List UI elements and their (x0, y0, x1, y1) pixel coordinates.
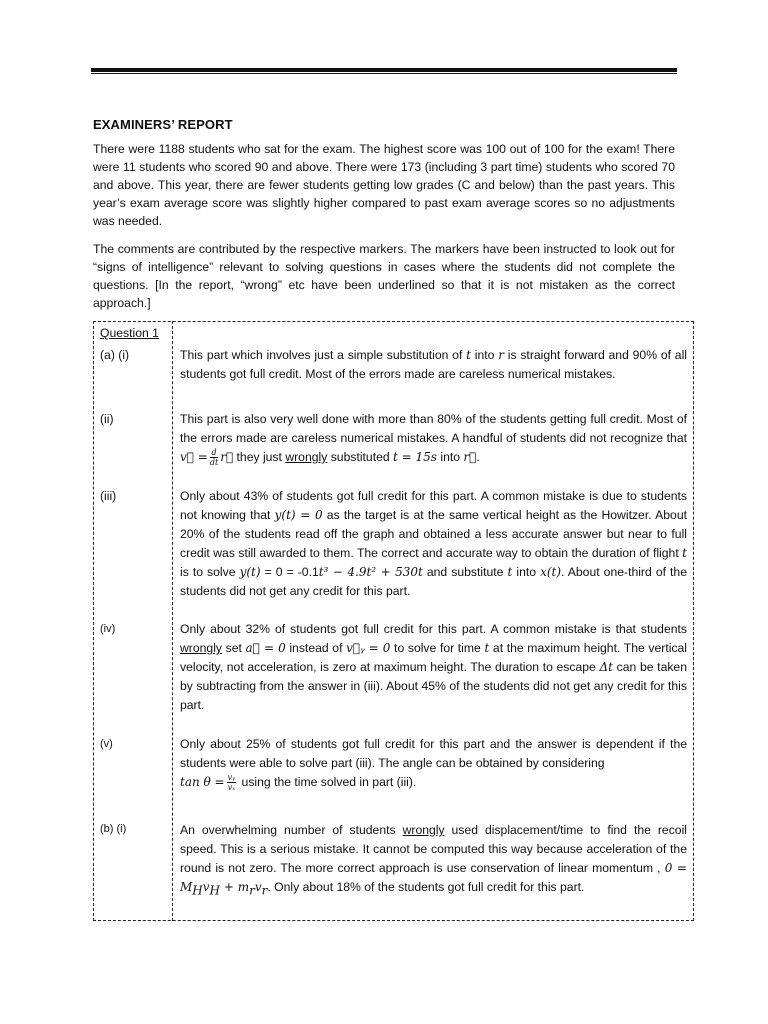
intro-paragraph: There were 1188 students who sat for the exam. The highest score was 100 out of 100 for the exam! There were 11 students who scored 90 and above. There were 173 (including 3 part time) students who scored 70 and above. This year, there are fewer students getting low grades (C and below) than the past years. This year’s exam average score was slightly higher compared to past exam average scores so no adjustments was needed. (93, 142, 675, 228)
row-label-b-i: (b) (i) (100, 823, 127, 835)
row-comment-a-i: This part which involves just a simple substitution of t into r is straight forward and 90% of all students got full credit. Most of the errors made are careless numerical mistakes. (180, 348, 687, 381)
header-rule (91, 68, 677, 72)
velocity-fraction: $\frac{\text{vᵧ}}{\text{vₓ}}$ (227, 773, 236, 793)
row-label-a-iv: (iv) (100, 623, 116, 635)
question-title: Question 1 (100, 326, 159, 340)
header-rule-thin (91, 73, 677, 74)
row-comment-a-v: Only about 25% of students got full credit for this part and the answer is dependent if the students were able to solve part (iii). The angle can be obtained by considering tan θ = $\frac{\text{vᵧ}}{\text{vₓ}}$ using the time solved in part (iii). (180, 737, 687, 793)
row-comment-b-i: An overwhelming number of students wrongly used displacement/time to find the recoil speed. This is a serious mistake. It cannot be computed this way because acceleration of the round is not zero. The more correct approach is use conservation of linear momentum , $0 = M_Hv_H + m_rv_r$. Only about 18% of the students got full credit for this part. (180, 823, 687, 898)
report-heading: EXAMINERS’ REPORT (93, 117, 233, 132)
row-label-a-ii: (ii) (100, 412, 114, 426)
markers-paragraph: The comments are contributed by the respective markers. The markers have been instructed to look out for “signs of intelligence” relevant to solving questions in cases where the students did not complete the questions. [In the report, “wrong” etc have been underlined so that it is not mistaken as the correct approach.] (93, 242, 675, 310)
row-label-a-iii: (iii) (100, 489, 117, 503)
derivative-fraction: $\frac{d}{dt}$ (209, 448, 219, 468)
row-label-a-i: (a) (i) (100, 348, 130, 362)
column-divider (172, 321, 173, 921)
row-comment-a-ii: This part is also very well done with more than 80% of the students getting full credit. Most of the errors made are careless numerical mistakes. A handful of students did not recognize that v⃗ = $\frac{d}{dt}$ r⃗ they just wrongly substituted t = 15s into r⃗. (180, 412, 687, 468)
row-comment-a-iii: Only about 43% of students got full credit for this part. A common mistake is due to students not knowing that y(t) = 0 as the target is at the same vertical height as the Howitzer. About 20% of the students read off the graph and obtained a less accurate answer but near to full credit was still awarded to them. The correct and accurate way to obtain the duration of flight t is to solve y(t) = 0 = -0.1t³ − 4.9t² + 530t and substitute t into x(t). About one-third of the students did not get any credit for this part. (180, 489, 687, 598)
row-comment-a-iv: Only about 32% of students got full credit for this part. A common mistake is that students wrongly set a⃗ = 0 instead of v⃗ᵧ = 0 to solve for time t at the maximum height. The vertical velocity, not acceleration, is zero at maximum height. The duration to escape Δt can be taken by subtracting from the answer in (iii). About 45% of the students did not get any credit for this part. (180, 622, 688, 712)
row-label-a-v: (v) (100, 738, 113, 750)
